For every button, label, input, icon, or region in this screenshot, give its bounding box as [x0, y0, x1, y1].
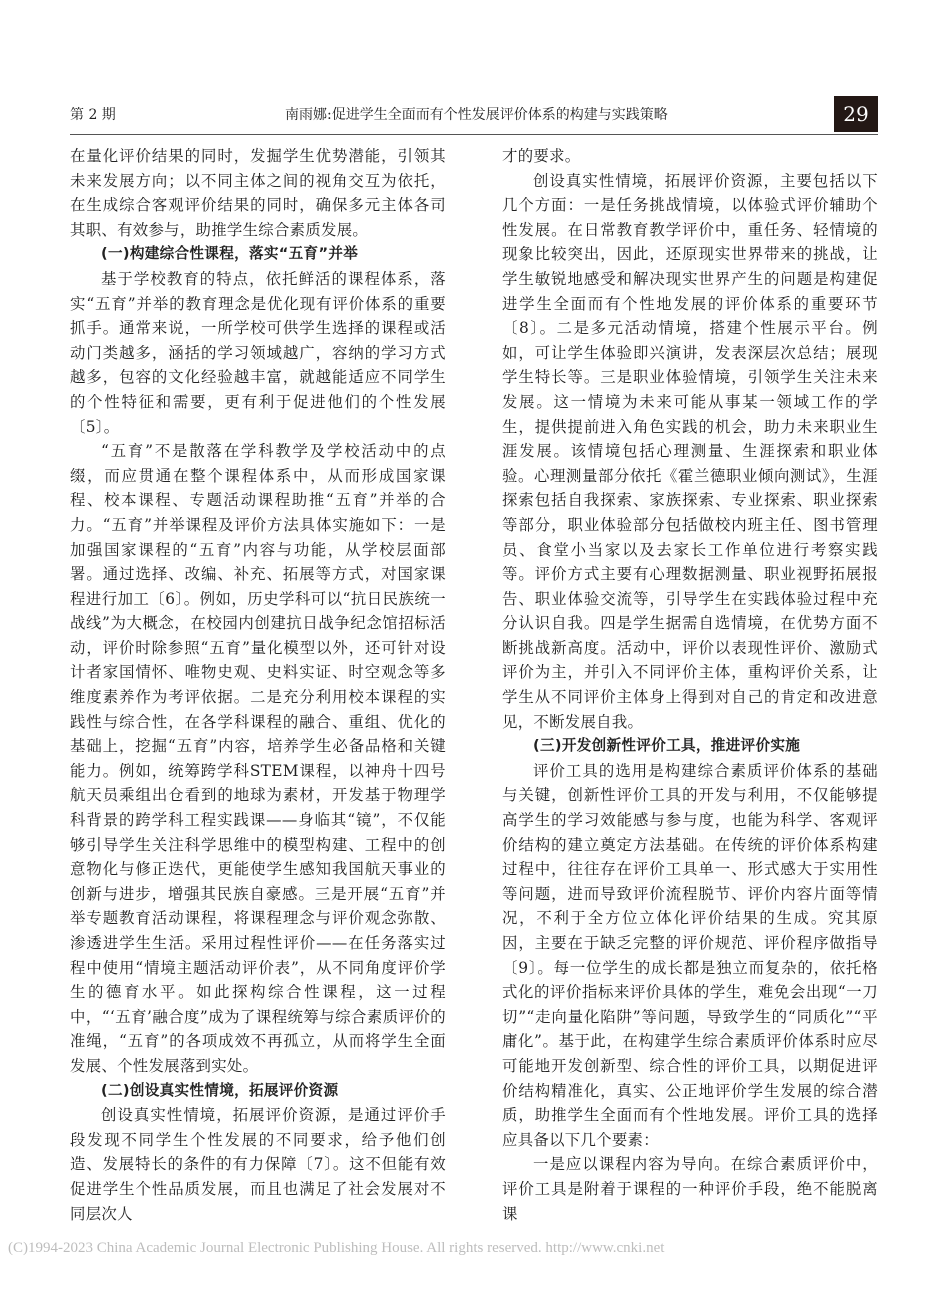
page-header [70, 96, 880, 132]
paragraph: 创设真实性情境，拓展评价资源，是通过评价手段发现不同学生个性发展的不同要求，给予他们创造、发展特长的条件的有力保障〔7〕。这不但能有效促进学生个性品质发展，而且也满足了社会发展对不同层次人 [70, 1106, 446, 1223]
header-rule [70, 134, 878, 135]
paragraph: 才的要求。 [502, 147, 581, 165]
right-column [502, 144, 878, 1226]
section-heading: (二)创设真实性情境，拓展评价资源 [101, 1081, 339, 1099]
section-heading: (三)开发创新性评价工具，推进评价实施 [533, 737, 801, 755]
left-column [70, 144, 446, 1226]
running-title: 南雨娜:促进学生全面而有个性发展评价体系的构建与实践策略 [285, 107, 668, 123]
section-heading: (一)构建综合性课程，落实“五育”并举 [101, 245, 359, 263]
paragraph: 在量化评价结果的同时，发掘学生优势潜能，引领其未来发展方向；以不同主体之间的视角交互为依托，在生成综合客观评价结果的同时，确保多元主体各司其职、有效参与，助推学生综合素质发展。 [70, 147, 446, 239]
paragraph: 评价工具的选用是构建综合素质评价体系的基础与关键，创新性评价工具的开发与利用，不仅能够提高学生的学习效能感与参与度，也能为科学、客观评价结构的建立奠定方法基础。在传统的评价体系构建过程中，往往存在评价工具单一、形式感大于实用性等问题，进而导致评价流程脱节、评价内容片面等情况，不利于全方位立体化评价结果的生成。究其原因，主要在于缺乏完整的评价规范、评价程序做指导〔9〕。每一位学生的成长都是独立而复杂的，依托格式化的评价指标来评价具体的学生，难免会出现“一刀切”“走向量化陷阱”等问题，导致学生的“同质化”“平庸化”。基于此，在构建学生综合素质评价体系时应尽可能地开发创新型、综合性的评价工具，以期促进评价结构精准化，真实、公正地评价学生发展的综合潜质，助推学生全面而有个性地发展。评价工具的选择应具备以下几个要素： [502, 761, 878, 1149]
copyright-footer: (C)1994-2023 China Academic Journal Electronic Publishing House. All rights reserved. http://www.cnki.net [8, 1240, 665, 1256]
paragraph: 一是应以课程内容为导向。在综合素质评价中，评价工具是附着于课程的一种评价手段，绝不能脱离课 [502, 1155, 878, 1223]
issue-number: 第 2 期 [70, 107, 116, 123]
paragraph: 基于学校教育的特点，依托鲜活的课程体系，落实“五育”并举的教育理念是优化现有评价体系的重要抓手。通常来说，一所学校可供学生选择的课程或活动门类越多，涵括的学习领域越广，容纳的学习方式越多，包容的文化经验越丰富，就越能适应不同学生的个性特征和需要，更有利于促进他们的个性发展〔5〕。 [70, 269, 446, 436]
paragraph: “五育”不是散落在学科教学及学校活动中的点缀，而应贯通在整个课程体系中，从而形成国家课程、校本课程、专题活动课程助推“五育”并举的合力。“五育”并举课程及评价方法具体实施如下：一是加强国家课程的“五育”内容与功能，从学校层面部署。通过选择、改编、补充、拓展等方式，对国家课程进行加工〔6〕。例如，历史学科可以“抗日民族统一战线”为大概念，在校园内创建抗日战争纪念馆招标活动，评价时除参照“五育”量化模型以外，还可针对设计者家国情怀、唯物史观、史料实证、时空观念等多维度素养作为考评依据。二是充分利用校本课程的实践性与综合性，在各学科课程的融合、重组、优化的基础上，挖掘“五育”内容，培养学生必备品格和关键能力。例如，统筹跨学科STEM课程，以神舟十四号航天员乘组出仓看到的地球为素材，开发基于物理学科背景的跨学科工程实践课——身临其“镜”，不仅能够引导学生关注科学思维中的模型构建、工程中的创意物化与修正迭代，更能使学生感知我国航天事业的创新与进步，增强其民族自豪感。三是开展“五育”并举专题教育活动课程，将课程理念与评价观念弥散、渗透进学生生活。采用过程性评价——在任务落实过程中使用“情境主题活动评价表”，从不同角度评价学生的德育水平。如此探构综合性课程，这一过程中，“‘五育’融合度”成为了课程统筹与综合素质评价的准绳，“五育”的各项成效不再孤立，从而将学生全面发展、个性发展落到实处。 [70, 442, 446, 1075]
paragraph: 创设真实性情境，拓展评价资源，主要包括以下几个方面：一是任务挑战情境，以体验式评价辅助个性发展。在日常教育教学评价中，重任务、轻情境的现象比较突出，因此，还原现实世界带来的挑战，让学生敏锐地感受和解决现实世界产生的问题是构建促进学生全面而有个性地发展的评价体系的重要环节〔8〕。二是多元活动情境，搭建个性展示平台。例如，可让学生体验即兴演讲，发表深层次总结；展现学生特长等。三是职业体验情境，引领学生关注未来发展。这一情境为未来可能从事某一领域工作的学生，提供提前进入角色实践的机会，助力未来职业生涯发展。该情境包括心理测量、生涯探索和职业体验。心理测量部分依托《霍兰德职业倾向测试》，生涯探索包括自我探索、家族探索、专业探索、职业探索等部分，职业体验部分包括做校内班主任、图书管理员、食堂小当家以及去家长工作单位进行考察实践等。评价方式主要有心理数据测量、职业视野拓展报告、职业体验交流等，引导学生在实践体验过程中充分认识自我。四是学生据需自选情境，在优势方面不断挑战新高度。活动中，评价以表现性评价、激励式评价为主，并引入不同评价主体，重构评价关系，让学生从不同评价主体身上得到对自己的肯定和改进意见，不断发展自我。 [502, 171, 878, 731]
page-number: 29 [834, 96, 878, 132]
